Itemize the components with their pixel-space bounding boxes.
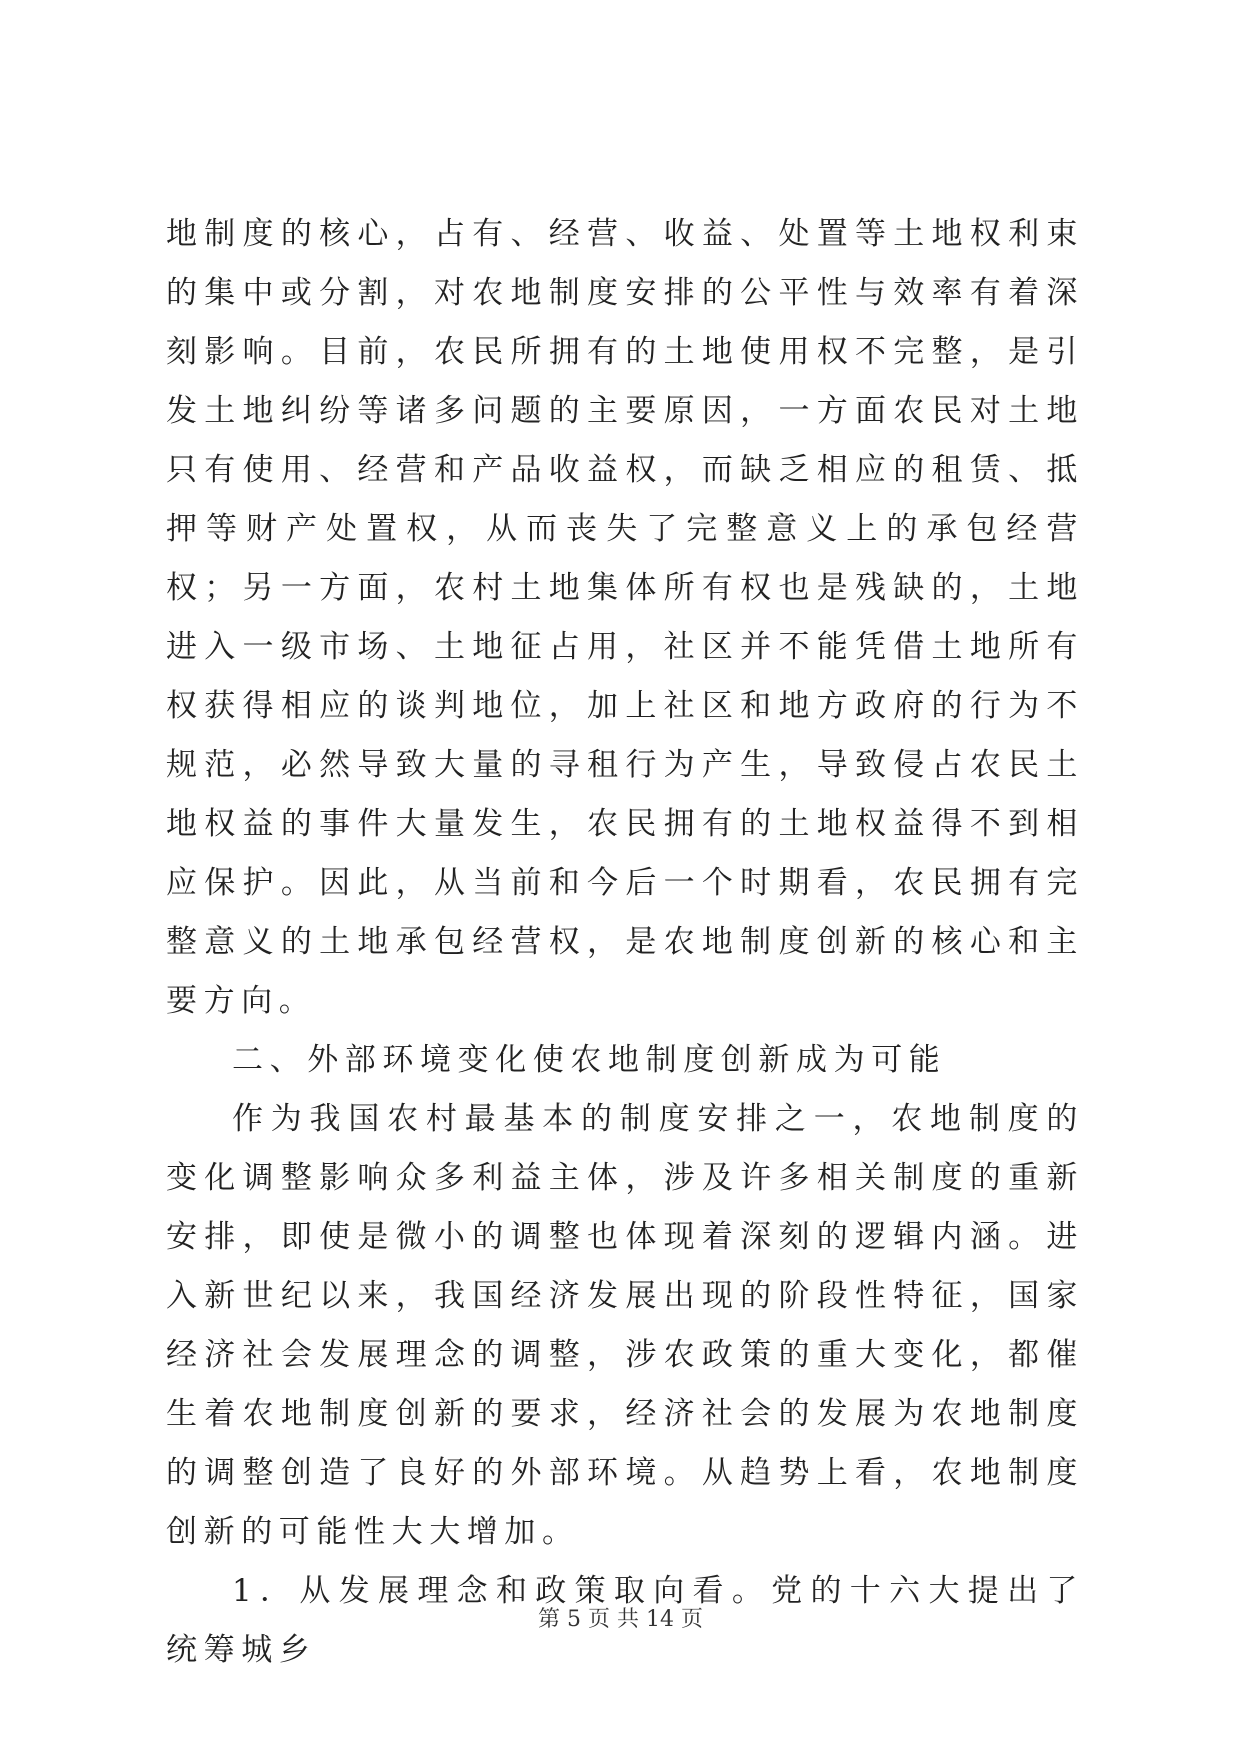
document-body — [166, 205, 1084, 1680]
numbered-paragraph: 1．从发展理念和政策取向看。党的十六大提出了统筹城乡 — [166, 1573, 1084, 1668]
paragraph-continued: 地制度的核心，占有、经营、收益、处置等土地权利束的集中或分割，对农地制度安排的公平性与效率有着深刻影响。目前，农民所拥有的土地使用权不完整，是引发土地纠纷等诸多问题的主要原因，一方面农民对土地只有使用、经营和产品收益权，而缺乏相应的租赁、抵押等财产处置权，从而丧失了完整意义上的承包经营权；另一方面，农村土地集体所有权也是残缺的，土地进入一级市场、土地征占用，社区并不能凭借土地所有权获得相应的谈判地位，加上社区和地方政府的行为不规范，必然导致大量的寻租行为产生，导致侵占农民土地权益的事件大量发生，农民拥有的土地权益得不到相应保护。因此，从当前和今后一个时期看，农民拥有完整意义的土地承包经营权，是农地制度创新的核心和主要方向。 — [166, 216, 1084, 1019]
section-heading: 二、外部环境变化使农地制度创新成为可能 — [232, 1042, 947, 1078]
paragraph: 作为我国农村最基本的制度安排之一，农地制度的变化调整影响众多利益主体，涉及许多相关制度的重新安排，即使是微小的调整也体现着深刻的逻辑内涵。进入新世纪以来，我国经济发展出现的阶段性特征，国家经济社会发展理念的调整，涉农政策的重大变化，都催生着农地制度创新的要求，经济社会的发展为农地制度的调整创造了良好的外部环境。从趋势上看，农地制度创新的可能性大大增加。 — [166, 1101, 1084, 1550]
page-footer: 第 5 页 共 14 页 — [538, 1607, 703, 1632]
